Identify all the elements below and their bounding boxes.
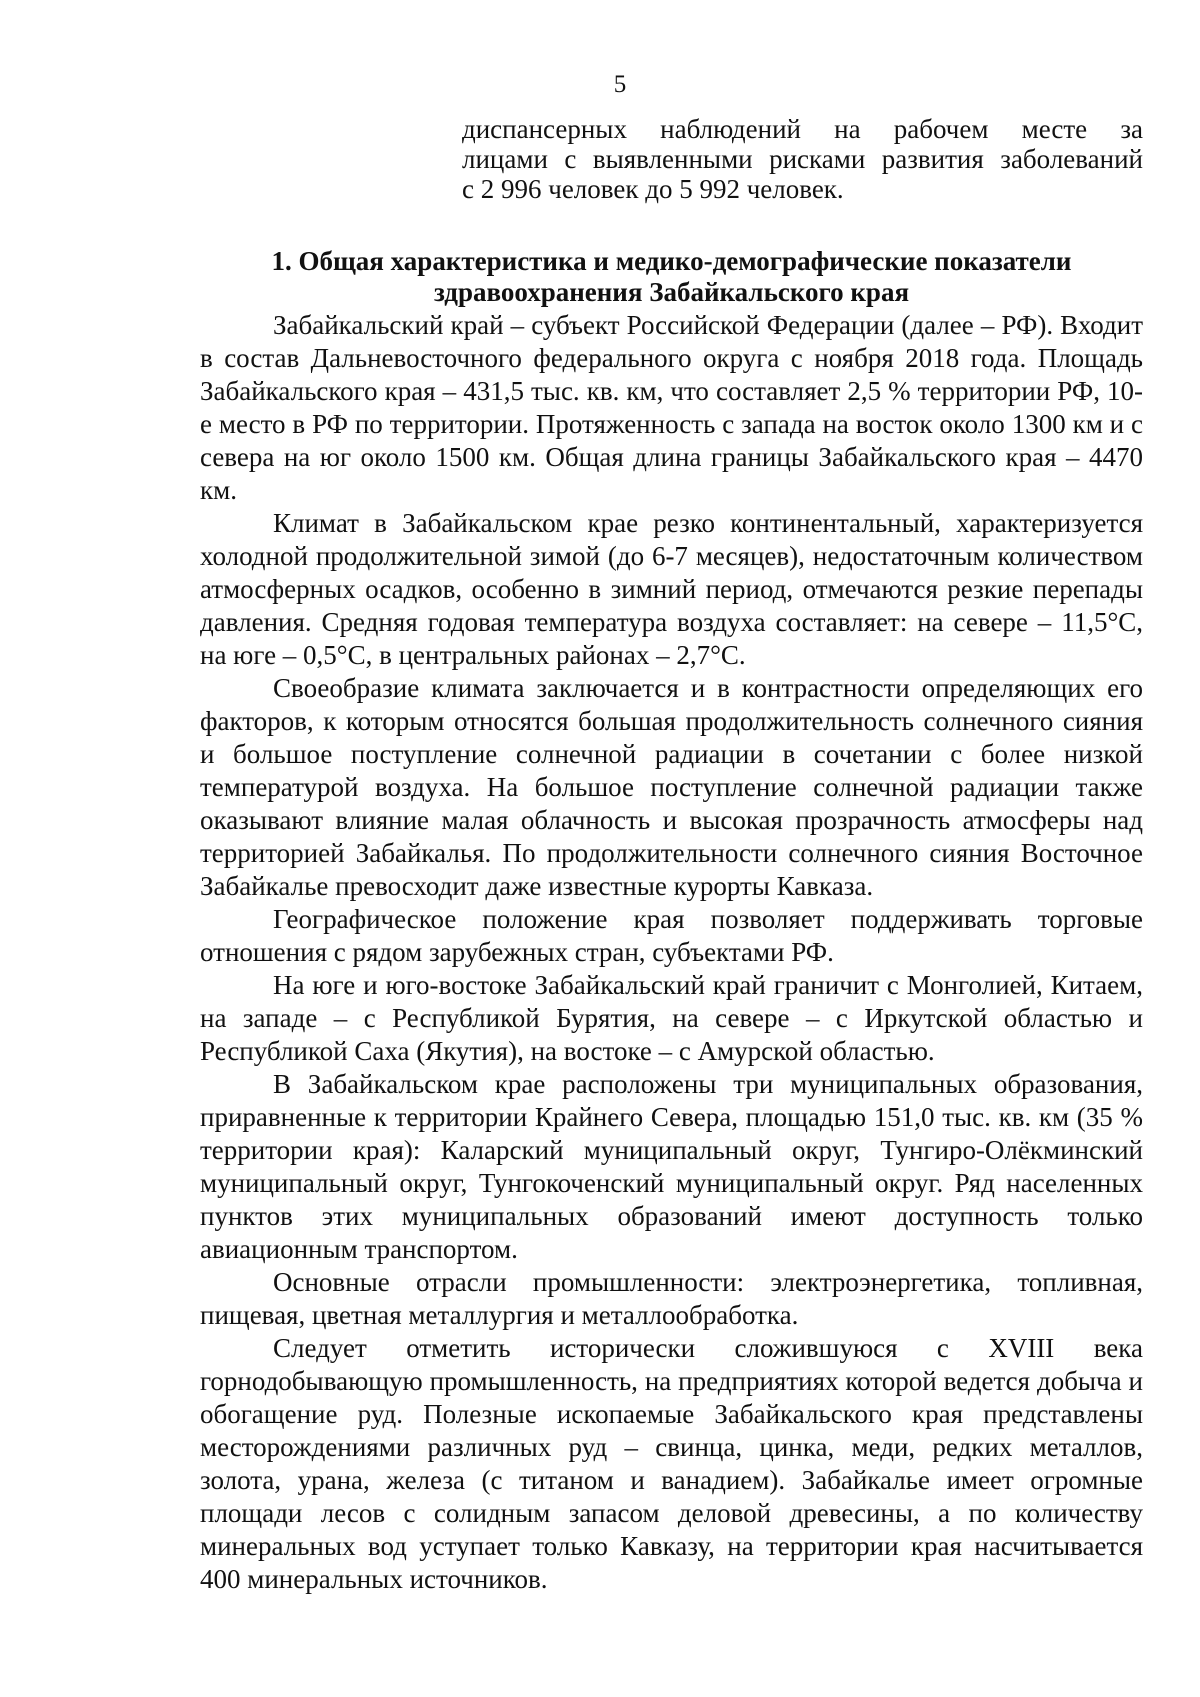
paragraph-industry: Основные отрасли промышленности: электроэнергетика, топливная, пищевая, цветная металлургия и металлообработка.: [200, 1267, 1143, 1330]
paragraph-far-north: В Забайкальском крае расположены три муниципальных образования, приравненные к территории Крайнего Севера, площадью 151,0 тыс. кв. км (35 % территории края): Каларский муниципальный округ, Тунгиро-Олёкминский муниципальный округ, Тунгокоченский муниципальный округ. Ряд населенных пунктов этих муниципальных образований имеют доступность только авиационным транспортом.: [200, 1069, 1143, 1264]
page-number: 5: [613, 71, 627, 98]
paragraph-area: Забайкальский край – субъект Российской Федерации (далее – РФ). Входит в состав Дальневосточного федерального округа с ноября 2018 года. Площадь Забайкальского края – 431,5 тыс. кв. км, что составляет 2,5 % территории РФ, 10-е место в РФ по территории. Протяженность с запада на восток около 1300 км и с севера на юг около 1500 км. Общая длина границы Забайкальского края – 4470 км.: [200, 310, 1143, 505]
continuation-line: с 2 996 человек до 5 992 человек.: [462, 174, 844, 204]
section-heading-line: здравоохранения Забайкальского края: [433, 277, 910, 307]
continuation-line: диспансерных наблюдений на рабочем месте за: [462, 114, 1143, 144]
paragraph-geography: Географическое положение края позволяет поддерживать торговые отношения с рядом зарубежных стран, субъектами РФ.: [200, 904, 1143, 967]
paragraph-borders: На юге и юго-востоке Забайкальский край граничит с Монголией, Китаем, на западе – с Республикой Бурятия, на севере – с Иркутской областью и Республикой Саха (Якутия), на востоке – с Амурской областью.: [200, 970, 1143, 1066]
section-heading-line: 1. Общая характеристика и медико-демографические показатели: [271, 246, 1072, 276]
paragraph-mining: Следует отметить исторически сложившуюся с XVIII века горнодобывающую промышленность, на предприятиях которой ведется добыча и обогащение руд. Полезные ископаемые Забайкальского края представлены месторождениями различных руд – свинца, цинка, меди, редких металлов, золота, урана, железа (с титаном и ванадием). Забайкалье имеет огромные площади лесов с солидным запасом деловой древесины, а по количеству минеральных вод уступает только Кавказу, на территории края насчитывается 400 минеральных источников.: [200, 1333, 1143, 1594]
section-heading: [200, 246, 1143, 308]
paragraph-sunshine: Своеобразие климата заключается и в контрастности определяющих его факторов, к которым относятся большая продолжительность солнечного сияния и большое поступление солнечной радиации в сочетании с более низкой температурой воздуха. На большое поступление солнечной радиации также оказывают влияние малая облачность и высокая прозрачность атмосферы над территорией Забайкалья. По продолжительности солнечного сияния Восточное Забайкалье превосходит даже известные курорты Кавказа.: [200, 673, 1143, 901]
continuation-line: лицами с выявленными рисками развития заболеваний: [462, 144, 1143, 174]
continuation-text: [462, 114, 1143, 204]
paragraph-climate: Климат в Забайкальском крае резко континентальный, характеризуется холодной продолжительной зимой (до 6-7 месяцев), недостаточным количеством атмосферных осадков, особенно в зимний период, отмечаются резкие перепады давления. Средняя годовая температура воздуха составляет: на севере – 11,5°С, на юге – 0,5°С, в центральных районах – 2,7°С.: [200, 508, 1143, 670]
section-body: [200, 309, 1143, 1596]
